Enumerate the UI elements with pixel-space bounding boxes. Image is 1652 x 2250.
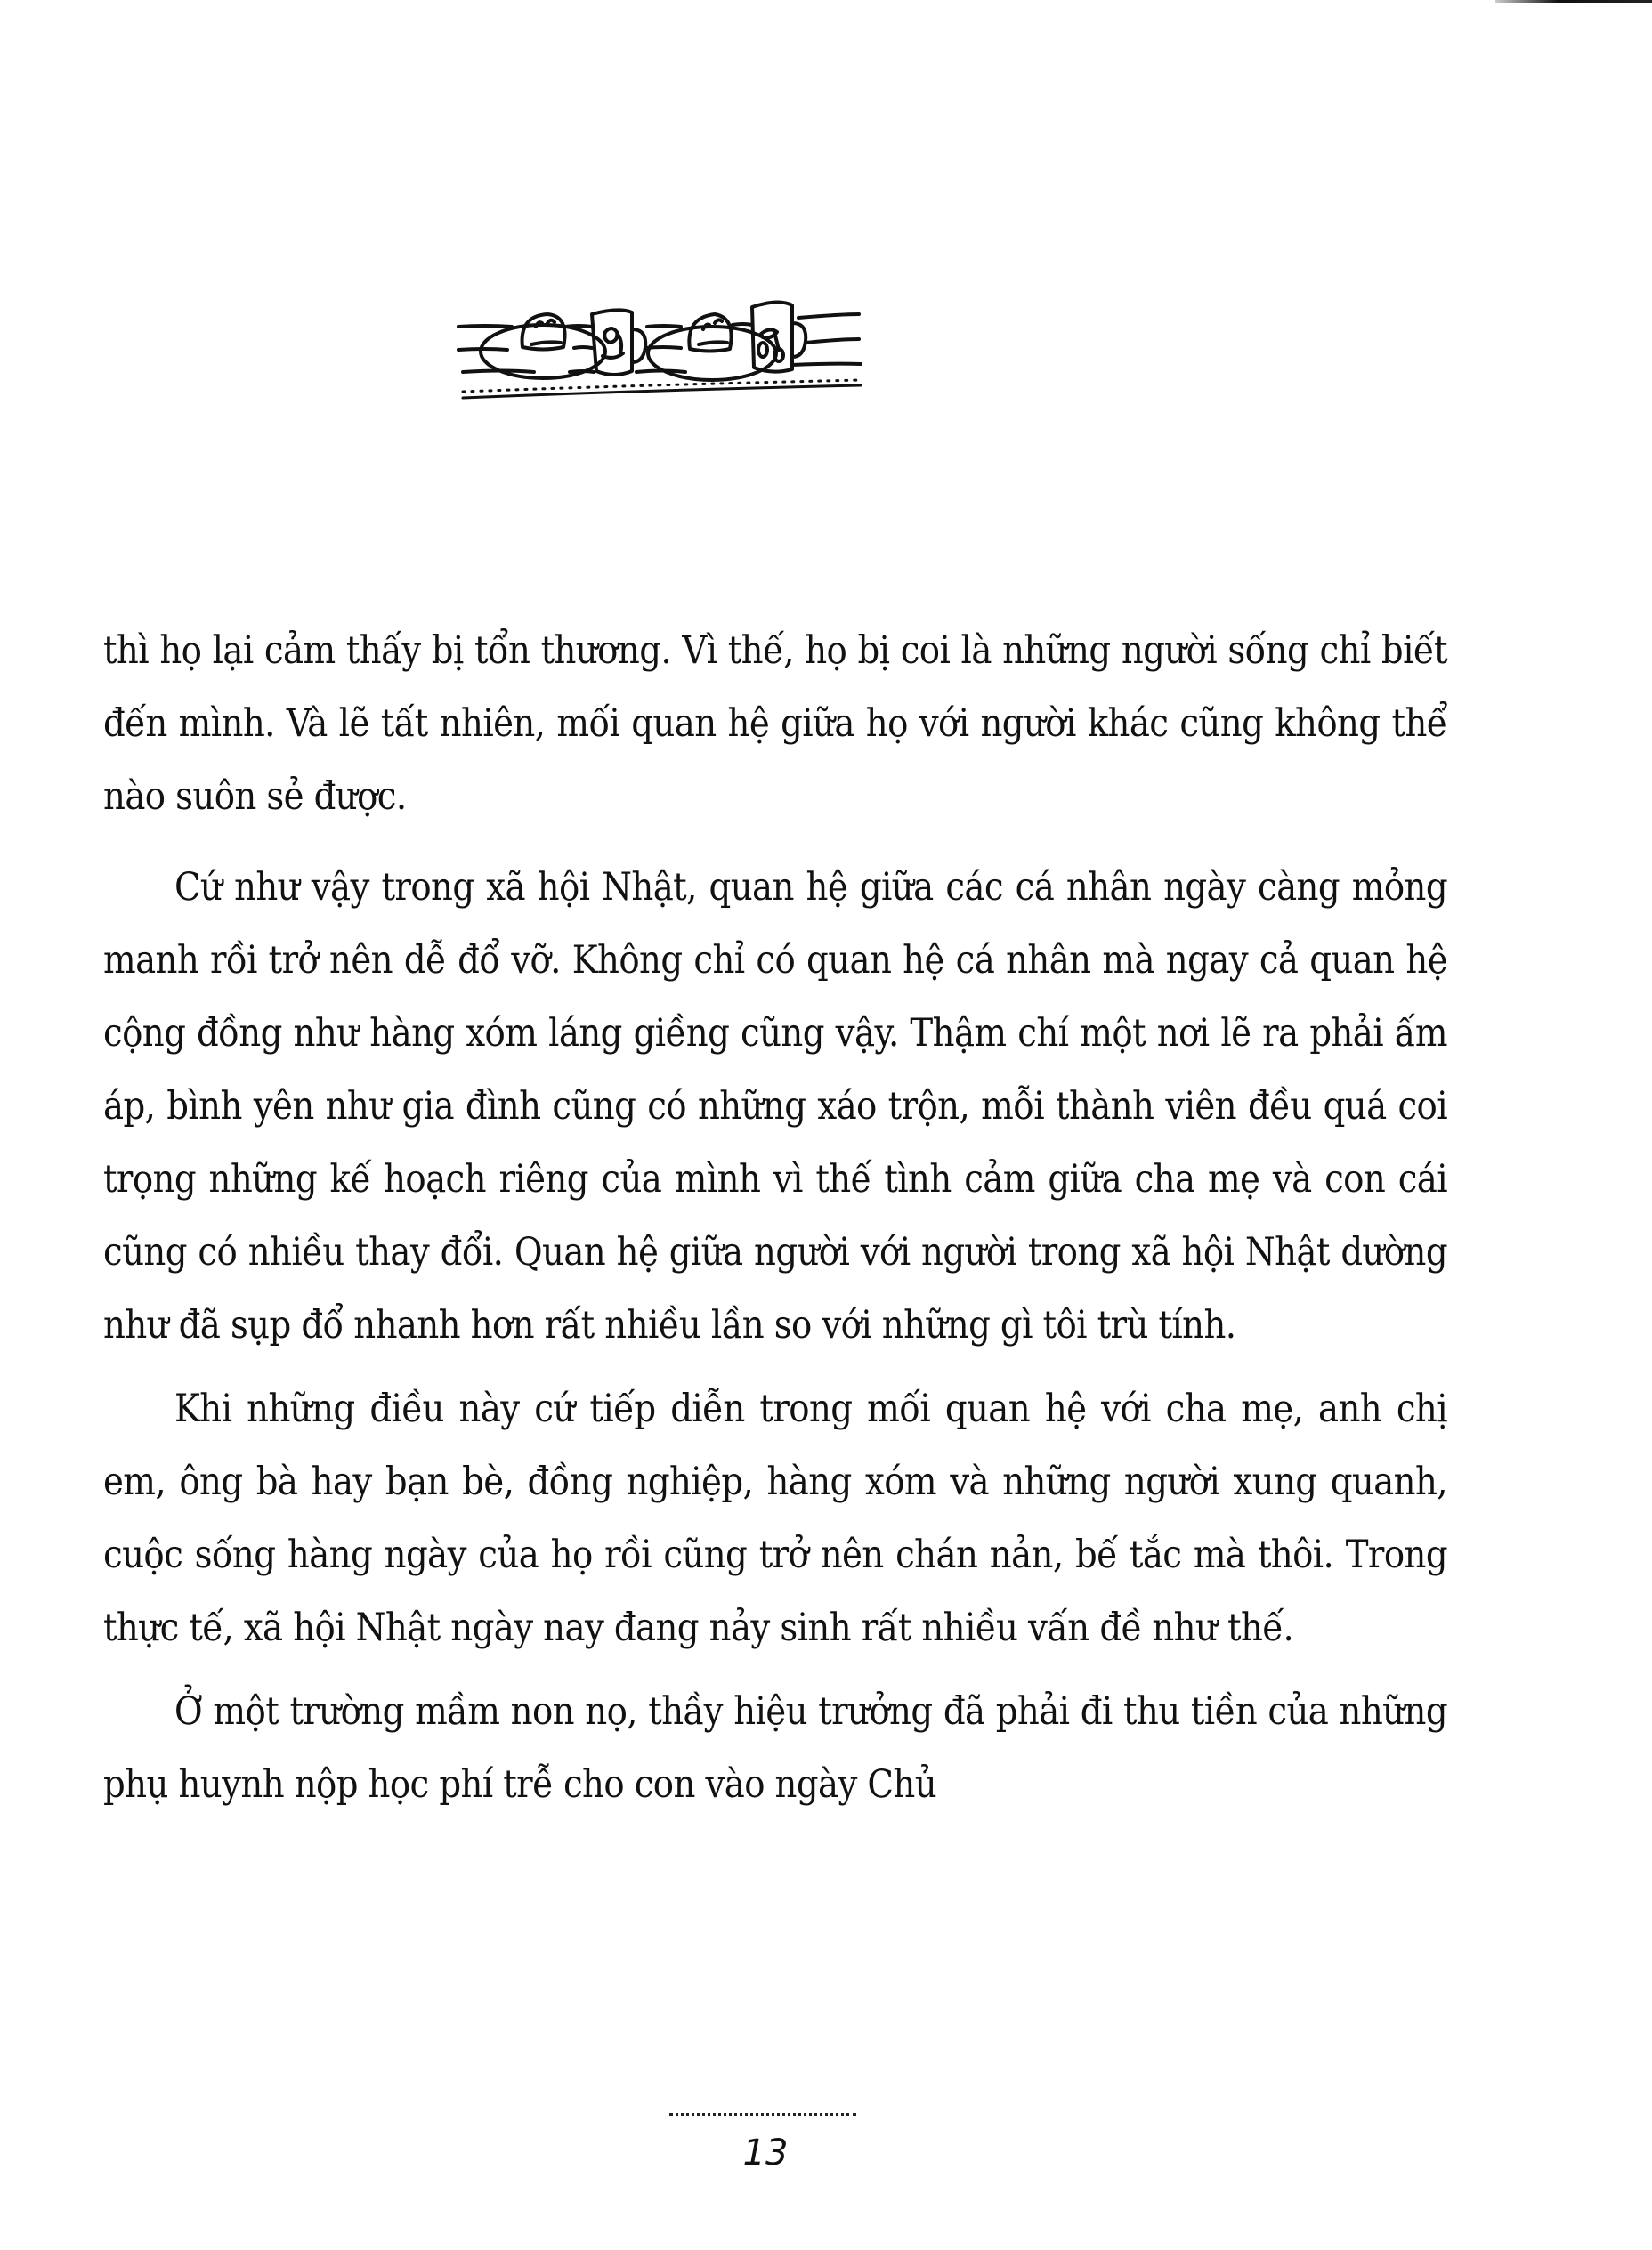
page-number: 13	[742, 2133, 789, 2173]
page-body	[103, 614, 1447, 1821]
paragraph-1: thì họ lại cảm thấy bị tổn thương. Vì thế, họ bị coi là những người sống chỉ biết đến mình. Và lẽ tất nhiên, mối quan hệ giữa họ với người khác cũng không thể nào suôn sẻ được.	[103, 628, 1447, 819]
scan-edge-line	[1495, 0, 1652, 3]
footer-dotted-rule	[669, 2113, 856, 2121]
paragraph-2: Cứ như vậy trong xã hội Nhật, quan hệ giữa các cá nhân ngày càng mỏng manh rồi trở nên dễ đổ vỡ. Không chỉ có quan hệ cá nhân mà ngay cả quan hệ cộng đồng như hàng xóm láng giềng cũng vậy. Thậm chí một nơi lẽ ra phải ấm áp, bình yên như gia đình cũng có những xáo trộn, mỗi thành viên đều quá coi trọng những kế hoạch riêng của mình vì thế tình cảm giữa cha mẹ và con cái cũng có nhiều thay đổi. Quan hệ giữa người với người trong xã hội Nhật dường như đã sụp đổ nhanh hơn rất nhiều lần so với những gì tôi trù tính.	[103, 865, 1447, 1348]
paragraph-4: Ở một trường mầm non nọ, thầy hiệu trưởng đã phải đi thu tiền của những phụ huynh nộp học phí trễ cho con vào ngày Chủ	[103, 1689, 1447, 1807]
paragraph-3: Khi những điều này cứ tiếp diễn trong mối quan hệ với cha mẹ, anh chị em, ông bà hay bạn bè, đồng nghiệp, hàng xóm và những người xung quanh, cuộc sống hàng ngày của họ rồi cũng trở nên chán nản, bế tắc mà thôi. Trong thực tế, xã hội Nhật ngày nay đang nảy sinh rất nhiều vấn đề như thế.	[103, 1387, 1447, 1650]
teacups-and-bread-ornament-icon	[449, 280, 1162, 405]
